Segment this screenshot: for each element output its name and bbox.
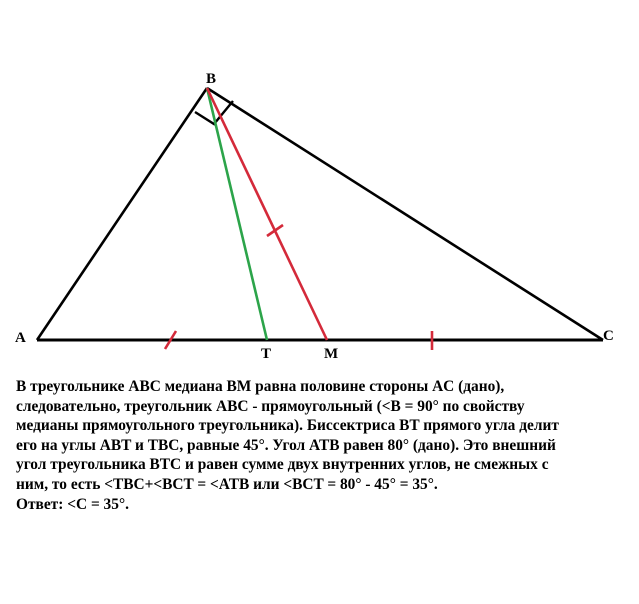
- solution-line: В треугольнике ABC медиана BM равна половине стороны AC (дано),: [16, 378, 505, 395]
- label-point-c: C: [603, 328, 614, 344]
- tick-bm: [267, 225, 283, 236]
- solution-line: медианы прямоугольного треугольника). Биссектриса BT прямого угла делит: [16, 417, 559, 435]
- label-point-m: M: [324, 346, 339, 360]
- solution-text: [16, 377, 626, 514]
- solution-line: ним, то есть <TBC+<BCT = <ATB или <BCT = 80° - 45° = 35°.: [16, 475, 438, 493]
- solution-line: угол треугольника BTC и равен сумме двух внутренних углов, не смежных с: [16, 456, 549, 474]
- bisector-bt: [207, 88, 267, 340]
- label-point-a: A: [15, 330, 26, 346]
- label-point-b: B: [206, 71, 217, 87]
- solution-line: следовательно, треугольник ABC - прямоугольный (<B = 90° по свойству: [16, 397, 525, 415]
- solution-line: его на углы ABT и TBC, равные 45°. Угол ATB равен 80° (дано). Это внешний: [16, 436, 556, 454]
- side-ab: [37, 88, 207, 340]
- label-point-t: T: [261, 346, 272, 360]
- answer-line: Ответ: <C = 35°.: [16, 495, 129, 513]
